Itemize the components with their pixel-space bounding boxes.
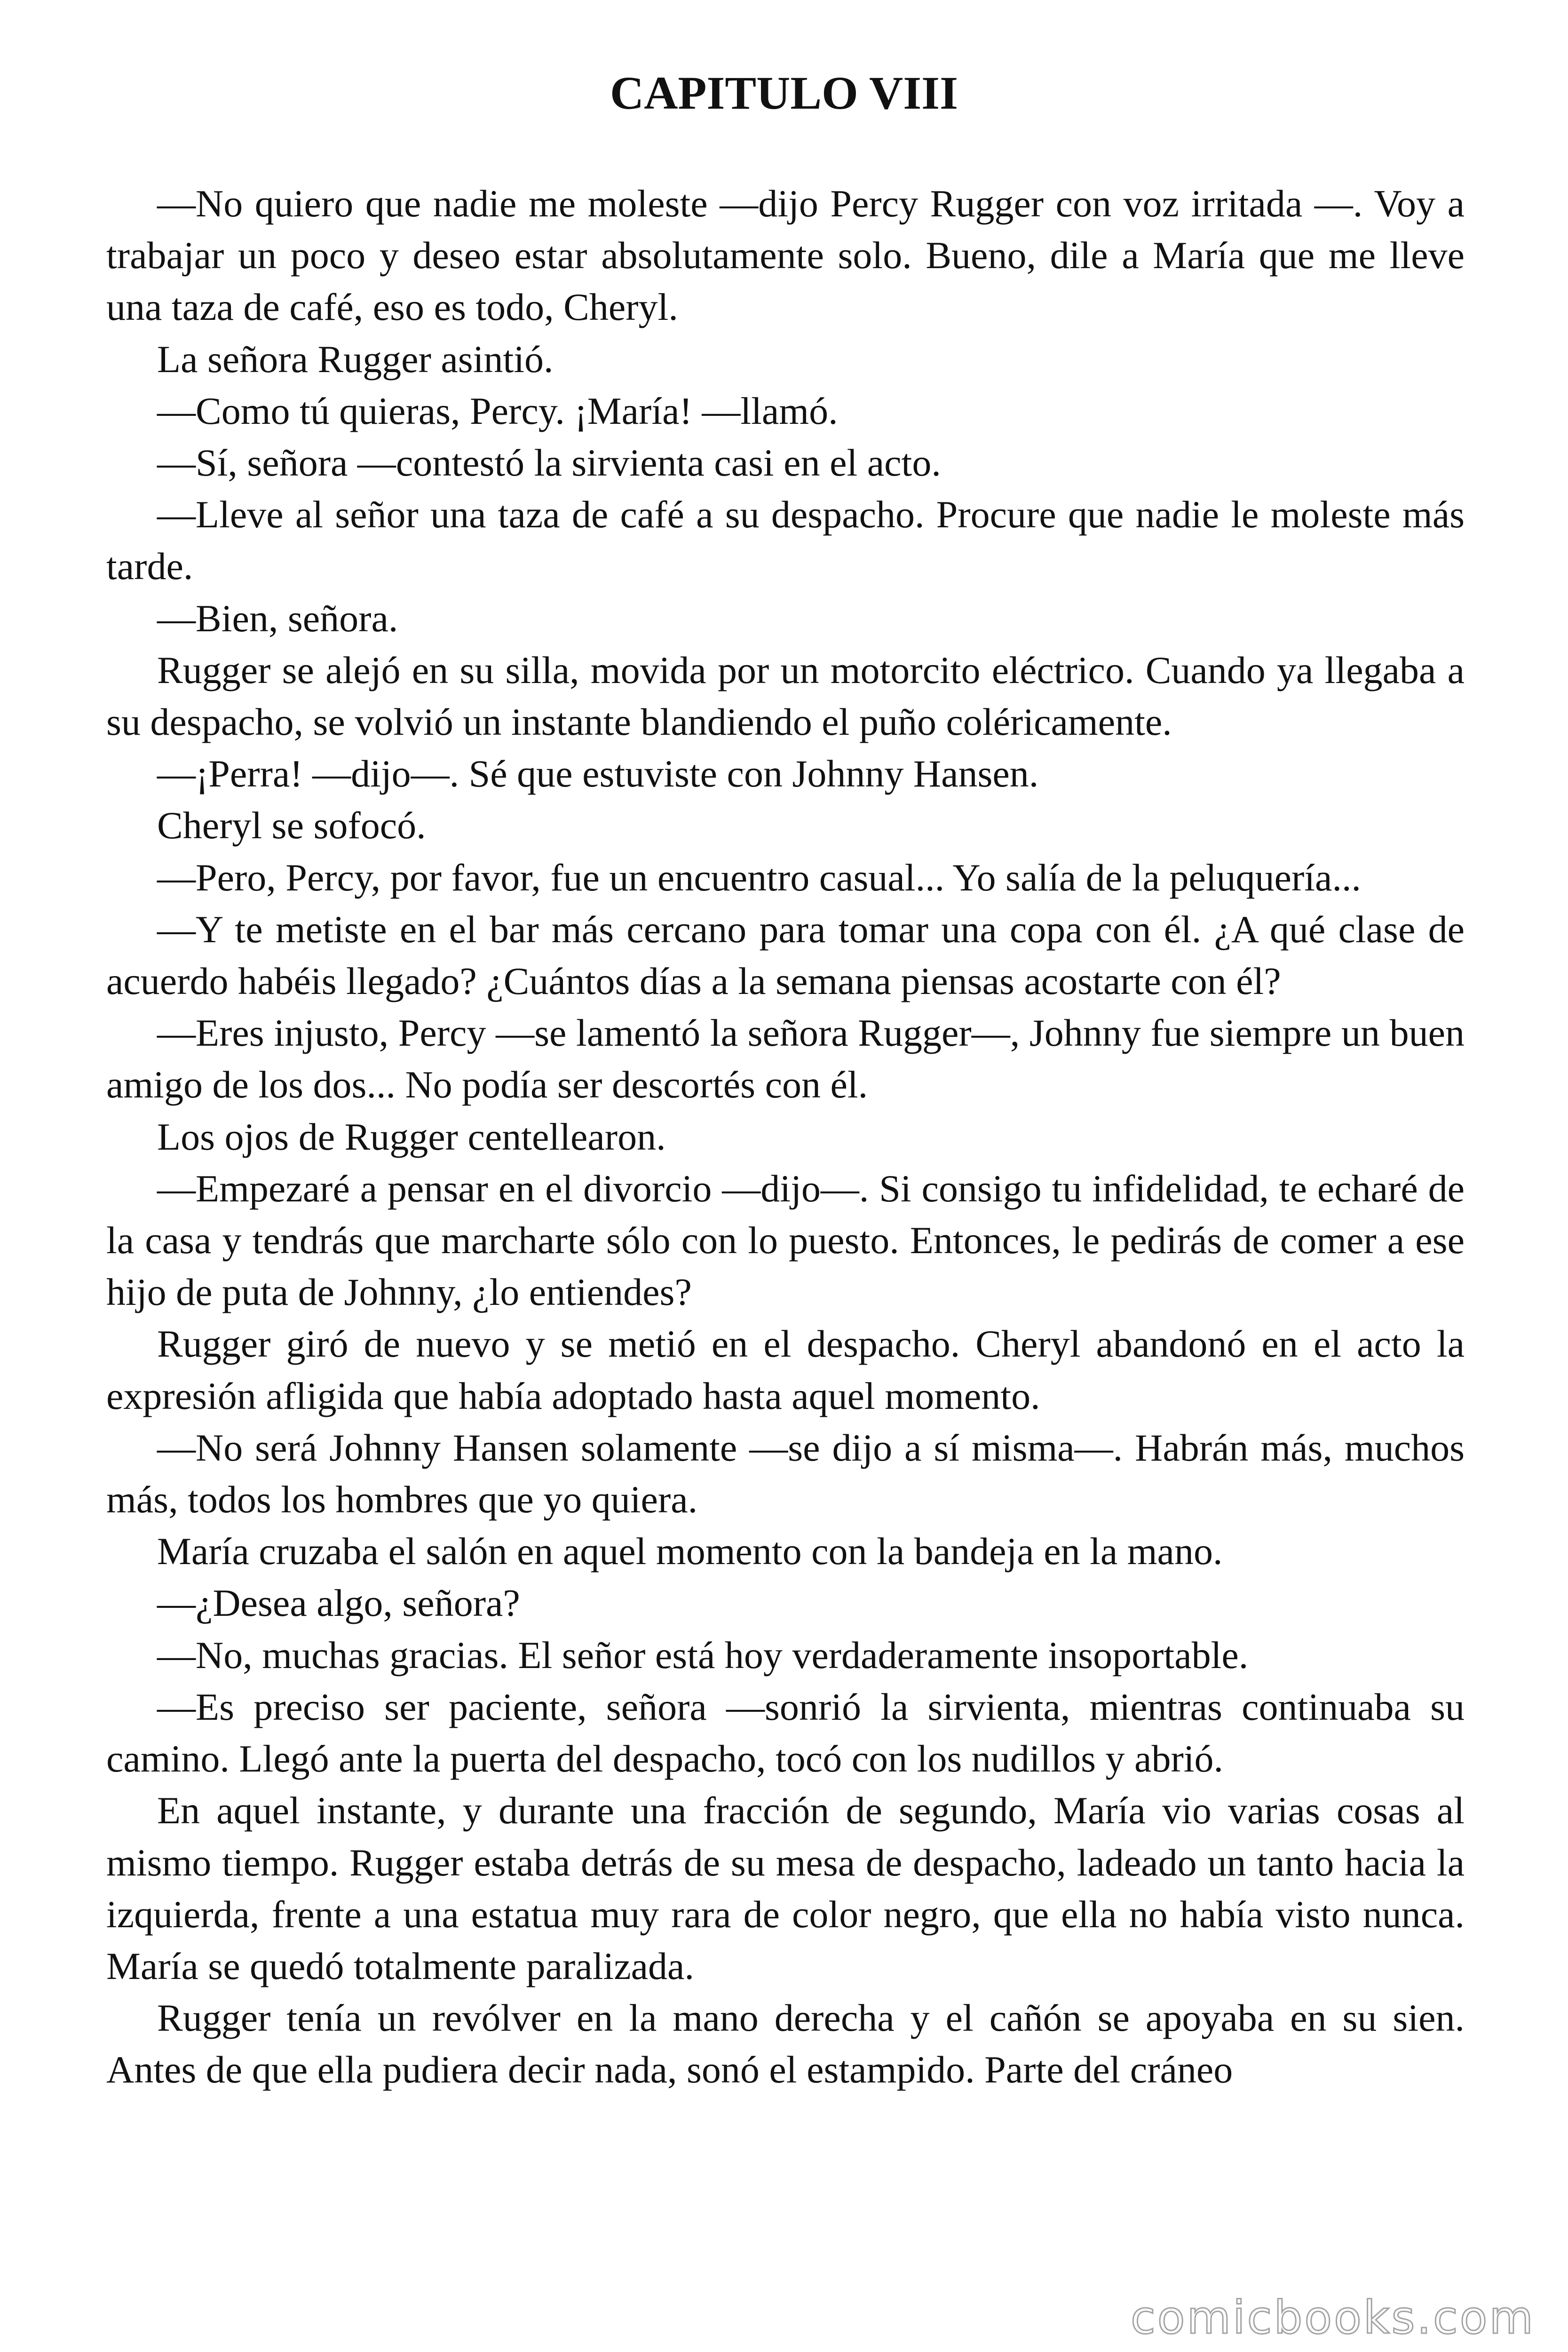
paragraph: —Pero, Percy, por favor, fue un encuentro casual... Yo salía de la peluquería... (157, 856, 1361, 899)
paragraph: Rugger tenía un revólver en la mano derecha y el cañón se apoyaba en su sien. Antes de que ella pudiera decir nada, sonó el estampido. Parte del cráneo (106, 1996, 1465, 2091)
paragraph: —No será Johnny Hansen solamente —se dijo a sí misma—. Habrán más, muchos más, todos los hombres que yo quiera. (106, 1426, 1465, 1521)
paragraph: —Es preciso ser paciente, señora —sonrió la sirvienta, mientras continuaba su camino. Llegó ante la puerta del despacho, tocó con los nudillos y abrió. (106, 1685, 1465, 1780)
watermark-logo: comicbooks.com (1130, 2291, 1535, 2344)
paragraph: —¿Desea algo, señora? (157, 1581, 520, 1625)
paragraph: —Eres injusto, Percy —se lamentó la señora Rugger—, Johnny fue siempre un buen amigo de los dos... No podía ser descortés con él. (106, 1011, 1465, 1106)
paragraph: La señora Rugger asintió. (157, 337, 554, 381)
paragraph: Rugger se alejó en su silla, movida por un motorcito eléctrico. Cuando ya llegaba a su despacho, se volvió un instante blandiendo el puño coléricamente. (106, 648, 1465, 744)
paragraph: —Bien, señora. (157, 596, 398, 640)
paragraph: Cheryl se sofocó. (157, 804, 426, 847)
chapter-title: CAPITULO VIII (610, 67, 958, 119)
paragraph: —Como tú quieras, Percy. ¡María! —llamó. (157, 389, 838, 432)
chapter-body (106, 178, 1465, 2096)
paragraph: Los ojos de Rugger centellearon. (157, 1115, 666, 1158)
paragraph: María cruzaba el salón en aquel momento con la bandeja en la mano. (157, 1530, 1223, 1573)
paragraph: Rugger giró de nuevo y se metió en el despacho. Cheryl abandonó en el acto la expresión afligida que había adoptado hasta aquel momento. (106, 1322, 1465, 1417)
paragraph: En aquel instante, y durante una fracción de segundo, María vio varias cosas al mismo tiempo. Rugger estaba detrás de su mesa de despacho, ladeado un tanto hacia la izquierda, frente a una estatua muy rara de color negro, que ella no había visto nunca. María se quedó totalmente paralizada. (106, 1789, 1465, 1987)
paragraph: —Empezaré a pensar en el divorcio —dijo—. Si consigo tu infidelidad, te echaré de la casa y tendrás que marcharte sólo con lo puesto. Entonces, le pedirás de comer a ese hijo de puta de Johnny, ¿lo entiendes? (106, 1167, 1465, 1314)
paragraph: —Sí, señora —contestó la sirvienta casi en el acto. (157, 441, 941, 485)
paragraph: —¡Perra! —dijo—. Sé que estuviste con Johnny Hansen. (157, 752, 1039, 795)
paragraph: —Y te metiste en el bar más cercano para tomar una copa con él. ¿A qué clase de acuerdo habéis llegado? ¿Cuántos días a la semana piensas acostarte con él? (106, 907, 1465, 1003)
paragraph: —No, muchas gracias. El señor está hoy verdaderamente insoportable. (157, 1633, 1249, 1677)
paragraph: —No quiero que nadie me moleste —dijo Percy Rugger con voz irritada —. Voy a trabajar un poco y deseo estar absolutamente solo. Bueno, dile a María que me lleve una taza de café, eso es todo, Cheryl. (106, 182, 1465, 329)
paragraph: —Lleve al señor una taza de café a su despacho. Procure que nadie le moleste más tarde. (106, 493, 1465, 588)
